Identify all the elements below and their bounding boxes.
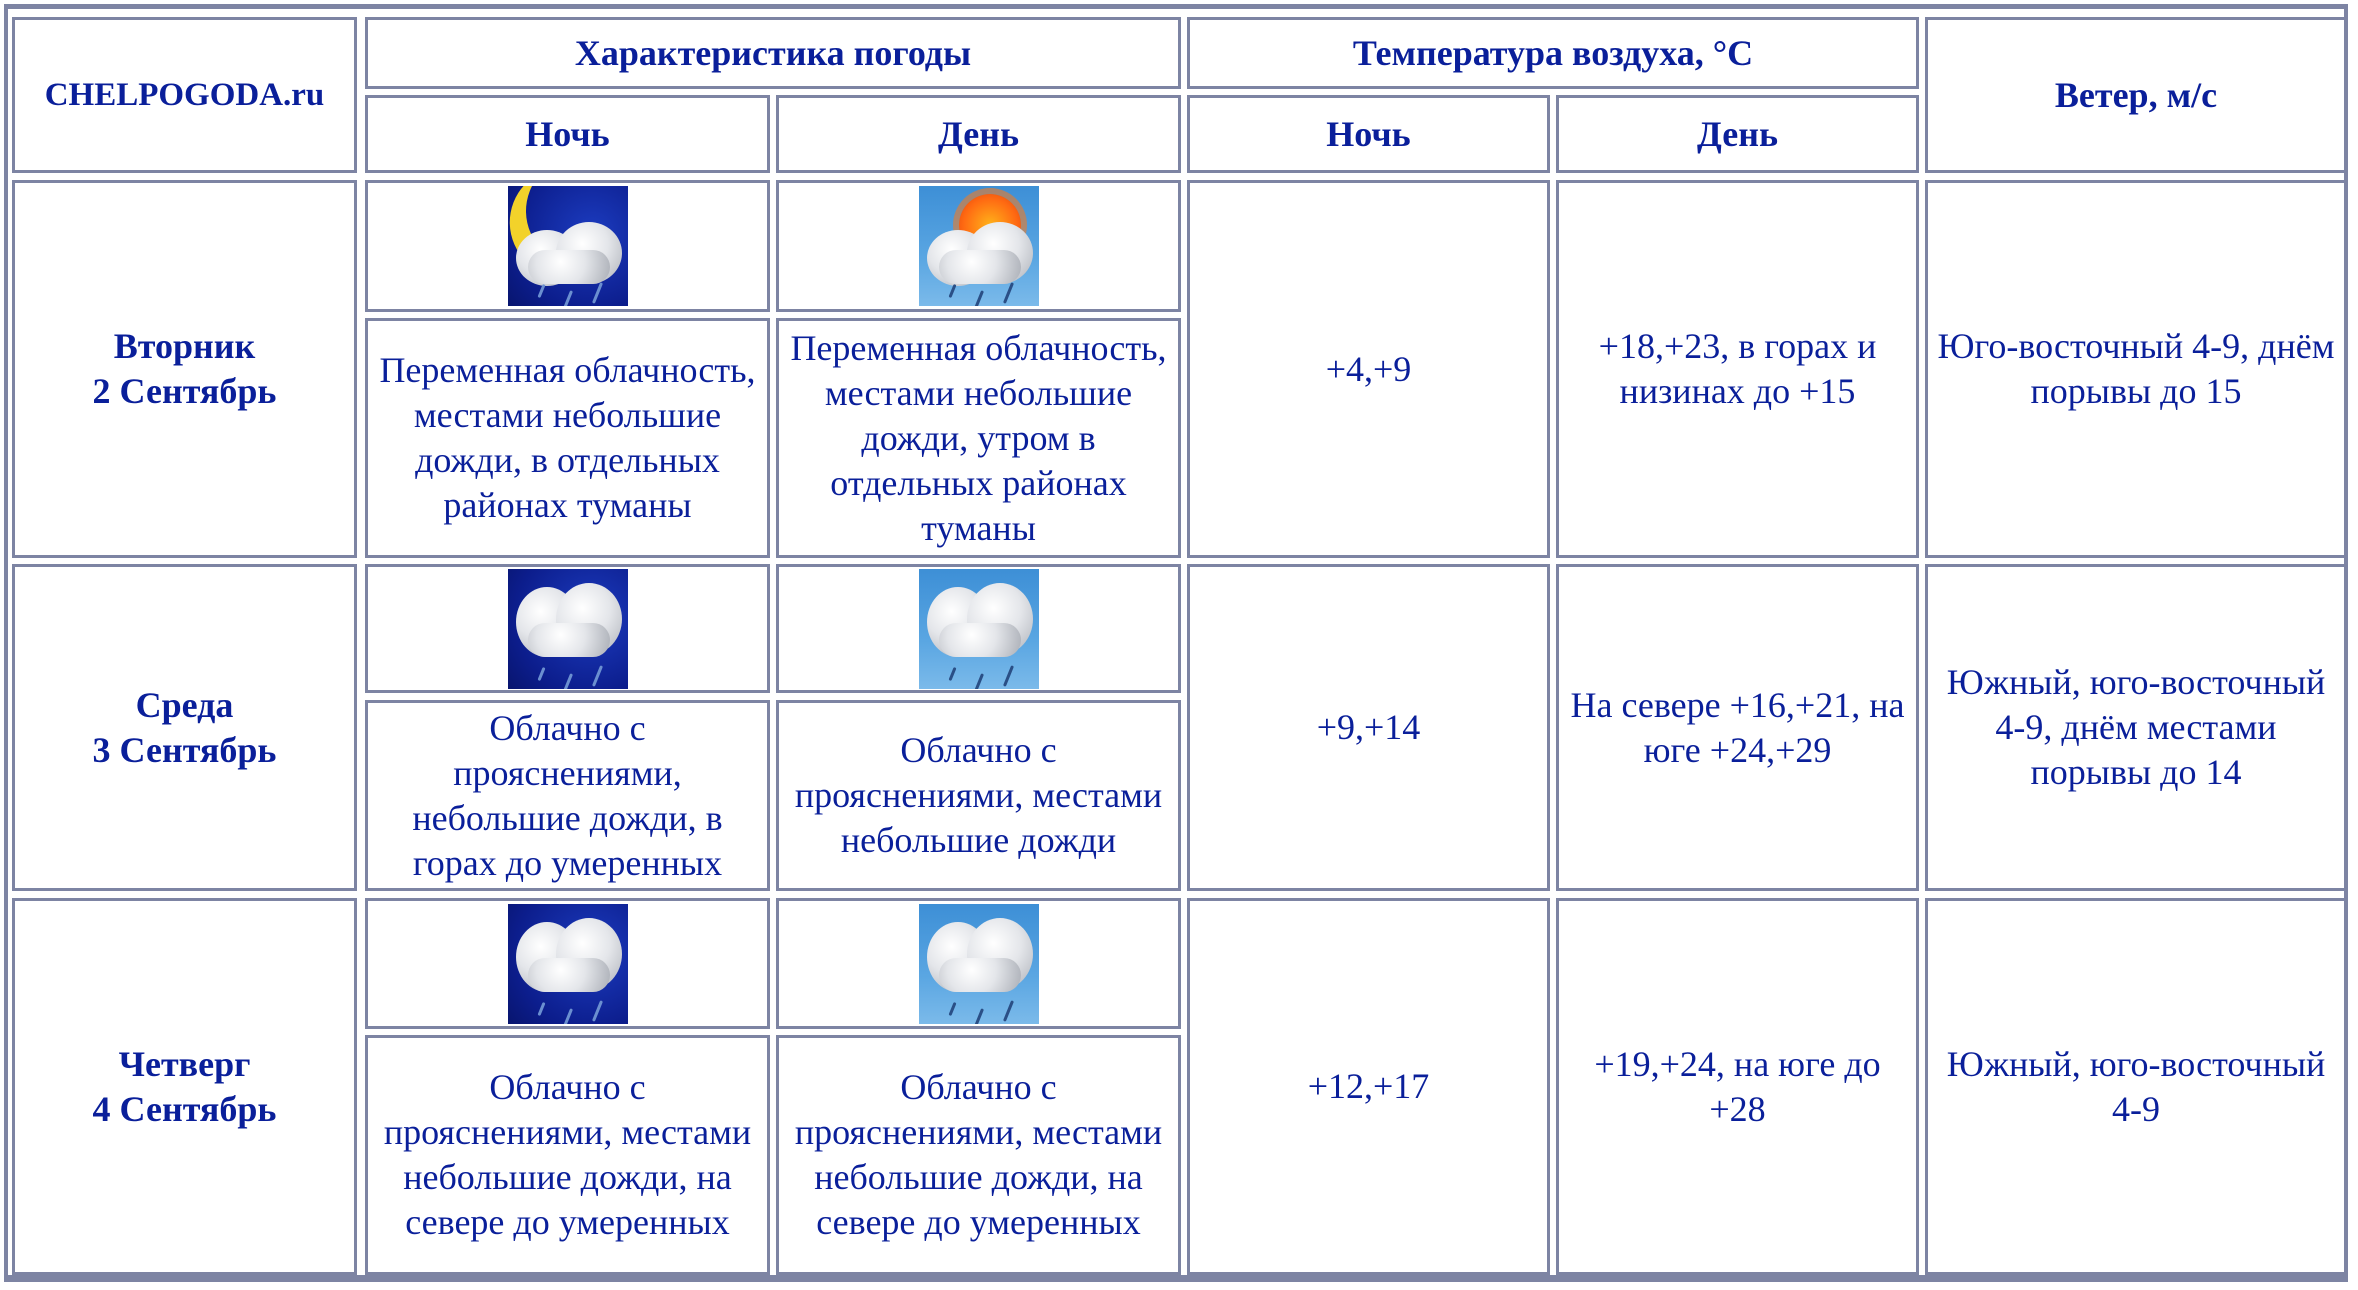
temp-night-text: +4,+9	[1325, 348, 1412, 389]
wind-header	[1925, 17, 2347, 173]
weekday: Вторник	[113, 326, 256, 366]
day-cell	[12, 898, 357, 1275]
temp-night-value	[1187, 564, 1550, 891]
wind-text: Юго-восточный 4-9, днём порывы до 15	[1937, 326, 2335, 411]
night-description-text: Облачно с прояснениями, местами небольшие дожди, на севере до умеренных	[383, 1067, 752, 1242]
day-description-text: Переменная облачность, местами небольшие дожди, утром в отдельных районах туманы	[790, 327, 1167, 548]
weekday: Среда	[135, 684, 234, 725]
date: 2 Сентябрь	[92, 371, 277, 411]
cloud-rain-night-icon	[508, 569, 628, 689]
day-cell	[12, 564, 357, 891]
day-cell	[12, 180, 357, 558]
temp-night-header	[1187, 95, 1550, 173]
night-description	[365, 700, 770, 891]
site-name: CHELPOGODA.ru	[44, 77, 325, 113]
day-label: День	[938, 114, 1019, 154]
temp-day-text: +19,+24, на юге до +28	[1594, 1043, 1881, 1129]
day-description-text: Облачно с прояснениями, местами небольшие дожди	[794, 730, 1163, 860]
night-label: Ночь	[1326, 114, 1411, 154]
temp-day-value	[1556, 180, 1919, 558]
temp-night-value	[1187, 180, 1550, 558]
temp-day-text: +18,+23, в горах и низинах до +15	[1598, 326, 1877, 411]
temp-day-value	[1556, 898, 1919, 1275]
night-description	[365, 318, 770, 558]
temp-night-text: +9,+14	[1316, 707, 1421, 747]
temp-day-value	[1556, 564, 1919, 891]
temp-day-header	[1556, 95, 1919, 173]
temperature-group-header	[1187, 17, 1919, 89]
date: 3 Сентябрь	[92, 729, 277, 770]
weather-group-label: Характеристика погоды	[574, 33, 972, 73]
site-name-cell	[12, 17, 357, 173]
day-icon-cell	[776, 898, 1181, 1029]
day-description	[776, 700, 1181, 891]
day-description	[776, 318, 1181, 558]
cloud-rain-day-icon	[919, 569, 1039, 689]
night-description-text: Переменная облачность, местами небольшие дожди, в отдельных районах туманы	[379, 350, 756, 525]
wind-value	[1925, 180, 2347, 558]
night-description	[365, 1035, 770, 1275]
day-description	[776, 1035, 1181, 1275]
night-icon-cell	[365, 564, 770, 693]
temperature-group-label: Температура воздуха, °C	[1352, 33, 1754, 73]
wind-text: Южный, юго-восточный 4-9	[1946, 1043, 2326, 1129]
cloud-rain-day-icon	[919, 904, 1039, 1024]
temp-night-value	[1187, 898, 1550, 1275]
wind-value	[1925, 564, 2347, 891]
sun-cloud-rain-icon	[919, 186, 1039, 306]
day-label: День	[1697, 114, 1778, 154]
day-icon-cell	[776, 564, 1181, 693]
date: 4 Сентябрь	[92, 1088, 277, 1129]
weather-day-header	[776, 95, 1181, 173]
cloud-rain-night-icon	[508, 904, 628, 1024]
day-icon-cell	[776, 180, 1181, 312]
weather-night-header	[365, 95, 770, 173]
weather-group-header	[365, 17, 1181, 89]
night-icon-cell	[365, 898, 770, 1029]
temp-night-text: +12,+17	[1307, 1066, 1430, 1106]
wind-label: Ветер, м/с	[2054, 75, 2218, 115]
wind-text: Южный, юго-восточный 4-9, днём местами порывы до 14	[1946, 662, 2326, 792]
wind-value	[1925, 898, 2347, 1275]
night-description-text: Облачно с прояснениями, небольшие дожди, в горах до умеренных	[412, 707, 723, 883]
weekday: Четверг	[118, 1043, 251, 1084]
temp-day-text: На севере +16,+21, на юге +24,+29	[1570, 684, 1905, 770]
night-icon-cell	[365, 180, 770, 312]
night-label: Ночь	[525, 114, 610, 154]
moon-cloud-rain-icon	[508, 186, 628, 306]
day-description-text: Облачно с прояснениями, местами небольшие дожди, на севере до умеренных	[794, 1067, 1163, 1242]
